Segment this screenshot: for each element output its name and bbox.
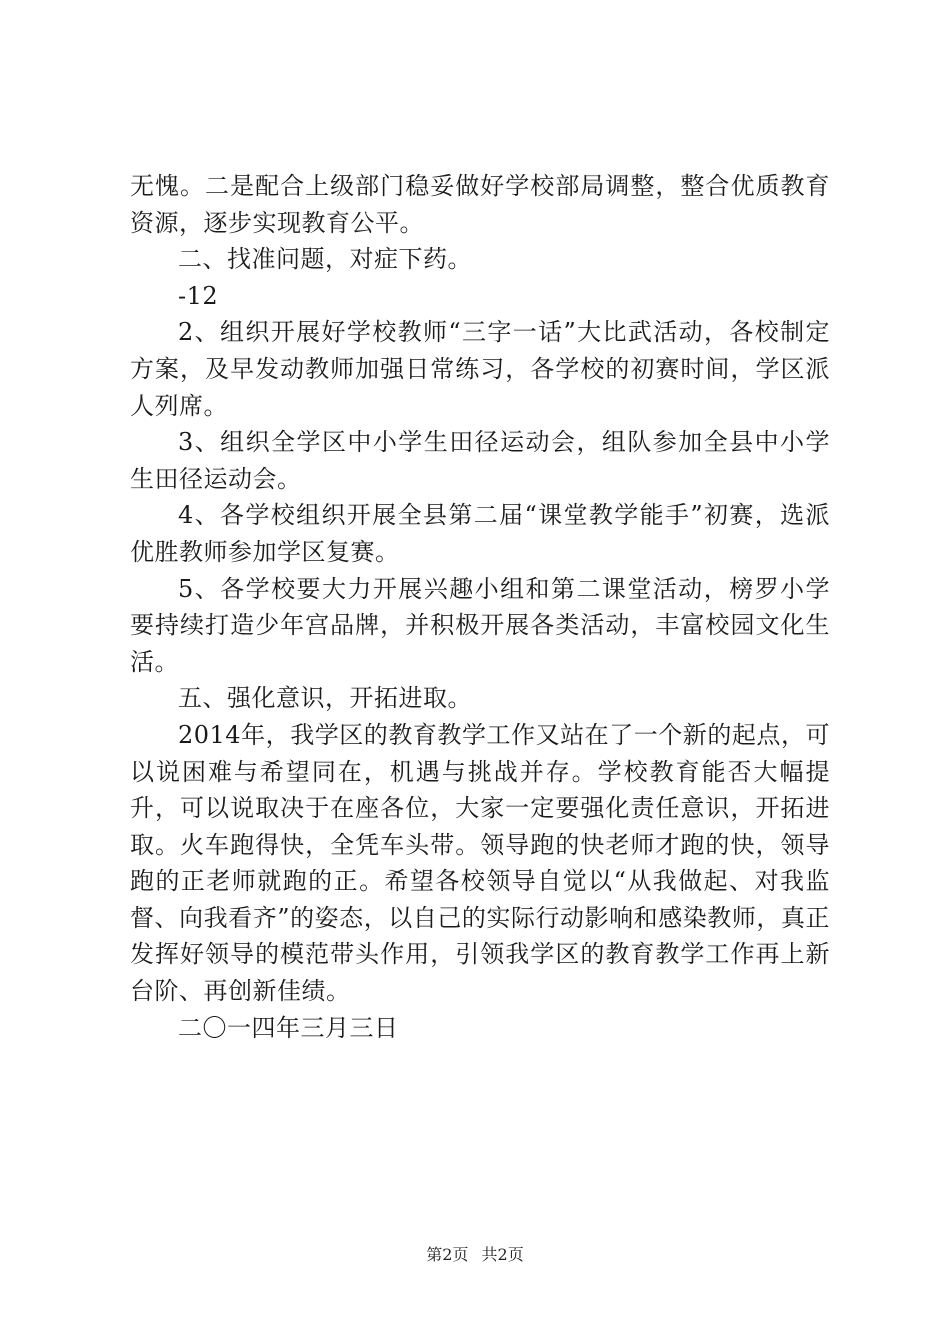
list-item: 2、组织开展好学校教师“三字一话”大比武活动，各校制定方案，及早发动教师加强日常练习，各学校的初赛时间，学区派人列席。 [130,318,830,420]
page-footer [0,1244,950,1266]
list-item: 5、各学校要大力开展兴趣小组和第二课堂活动，榜罗小学要持续打造少年宫品牌，并积极开展各类活动，丰富校园文化生活。 [130,574,830,676]
list-item: 3、组织全学区中小学生田径运动会，组队参加全县中小学生田径运动会。 [130,428,830,493]
document-body [130,168,830,1046]
paragraph: -12 [178,281,219,310]
list-item: 4、各学校组织开展全县第二届“课堂教学能手”初赛，选派优胜教师参加学区复赛。 [130,501,830,566]
date-line: 二〇一四年三月三日 [178,1013,399,1042]
paragraph: 无愧。二是配合上级部门稳妥做好学校部局调整，整合优质教育资源，逐步实现教育公平。 [130,172,830,237]
page-number-current: 第2页 [426,1245,469,1264]
section-heading: 五、强化意识，开拓进取。 [178,684,472,713]
section-heading: 二、找准问题，对症下药。 [178,245,472,274]
paragraph: 2014年，我学区的教育教学工作又站在了一个新的起点，可以说困难与希望同在，机遇与挑战并存。学校教育能否大幅提升，可以说取决于在座各位，大家一定要强化责任意识，开拓进取。火车跑得快，全凭车头带。领导跑的快老师才跑的快，领导跑的正老师就跑的正。希望各校领导自觉以“从我做起、对我监督、向我看齐”的姿态，以自己的实际行动影响和感染教师，真正发挥好领导的模范带头作用，引领我学区的教育教学工作再上新台阶、再创新佳绩。 [130,720,830,1006]
page-number-total: 共2页 [481,1245,524,1264]
